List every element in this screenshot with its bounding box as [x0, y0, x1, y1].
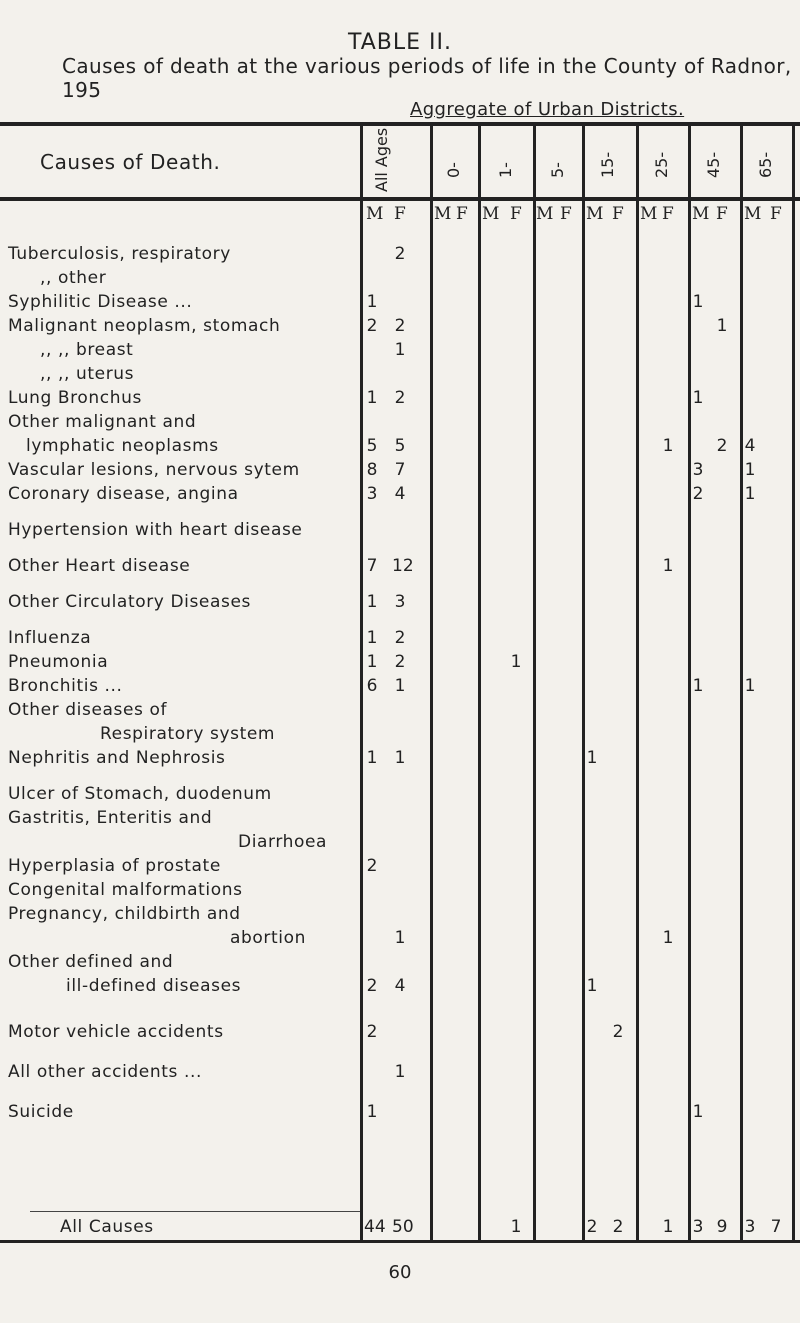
total-cell: 7 [770, 1217, 782, 1237]
table-cell: 1 [692, 1102, 704, 1122]
total-cell: 50 [392, 1217, 414, 1237]
age-header-45: 45- [704, 151, 723, 178]
age-header-5: 5- [548, 162, 567, 178]
cause-label: Vascular lesions, nervous sytem [8, 460, 300, 480]
table-cell: 1 [366, 652, 378, 672]
cause-label: Other Circulatory Diseases [8, 592, 251, 612]
cause-label: Ulcer of Stomach, duodenum [8, 784, 272, 804]
sex-header-45-m: M [692, 204, 710, 224]
col-divider [636, 122, 639, 1240]
sex-header-15-f: F [612, 204, 624, 224]
table-cell: 2 [366, 856, 378, 876]
total-cell: 1 [510, 1217, 522, 1237]
table-cell: 2 [366, 316, 378, 336]
sex-header-25-f: F [662, 204, 674, 224]
total-cell: 2 [612, 1217, 624, 1237]
total-cell: 2 [586, 1217, 598, 1237]
table-label: TABLE II. [348, 30, 452, 55]
table-cell: 2 [394, 388, 406, 408]
table-cell: 2 [394, 628, 406, 648]
table-cell: 1 [662, 436, 674, 456]
col-divider [582, 122, 585, 1240]
sex-header-25-m: M [640, 204, 658, 224]
table-cell: 1 [366, 592, 378, 612]
table-cell: 1 [366, 388, 378, 408]
table-cell: 2 [394, 316, 406, 336]
sex-header-all-f: F [394, 204, 406, 224]
sex-header-5-f: F [560, 204, 572, 224]
table-cell: 5 [366, 436, 378, 456]
col-divider [478, 122, 481, 1240]
cause-label: lymphatic neoplasms [26, 436, 219, 456]
cause-label: Motor vehicle accidents [8, 1022, 224, 1042]
top-rule [0, 122, 800, 126]
sex-header-1-f: F [510, 204, 522, 224]
total-cell: 3 [692, 1217, 704, 1237]
age-header-15: 15- [598, 151, 617, 178]
table-cell: 4 [394, 484, 406, 504]
aggregate-heading: Aggregate of Urban Districts. [410, 99, 685, 120]
table-cell: 6 [366, 676, 378, 696]
cause-label: Hypertension with heart disease [8, 520, 303, 540]
col-divider [792, 122, 795, 1240]
cause-label: abortion [230, 928, 306, 948]
table-cell: 1 [716, 316, 728, 336]
table-cell: 7 [366, 556, 378, 576]
table-cell: 2 [366, 1022, 378, 1042]
table-cell: 1 [366, 1102, 378, 1122]
sex-header-65-f: F [770, 204, 782, 224]
table-cell: 1 [692, 292, 704, 312]
cause-label: Other diseases of [8, 700, 168, 720]
table-cell: 7 [394, 460, 406, 480]
cause-label: ,, other [40, 268, 107, 288]
table-cell: 1 [692, 676, 704, 696]
table-cell: 1 [586, 976, 598, 996]
age-header-65: 65- [756, 151, 775, 178]
age-header-1: 1- [496, 162, 515, 178]
table-cell: 1 [394, 1062, 406, 1082]
total-cell: 9 [716, 1217, 728, 1237]
table-cell: 1 [744, 676, 756, 696]
table-cell: 2 [366, 976, 378, 996]
table-cell: 2 [612, 1022, 624, 1042]
sex-header-65-m: M [744, 204, 762, 224]
header-rule [0, 197, 800, 201]
total-cell: 1 [662, 1217, 674, 1237]
bottom-rule [0, 1240, 800, 1243]
cause-label: Respiratory system [100, 724, 276, 744]
table-cell: 1 [744, 484, 756, 504]
sex-header-5-m: M [536, 204, 554, 224]
age-header-0: 0- [444, 162, 463, 178]
table-cell: 3 [366, 484, 378, 504]
cause-label: ,, ,, uterus [40, 364, 135, 384]
table-cell: 2 [394, 244, 406, 264]
cause-label: Congenital malformations [8, 880, 243, 900]
col-divider [430, 122, 433, 1240]
table-cell: 3 [692, 460, 704, 480]
sex-header-0-f: F [456, 204, 468, 224]
cause-label: Pneumonia [8, 652, 109, 672]
table-cell: 1 [366, 628, 378, 648]
total-cell: 44 [364, 1217, 386, 1237]
cause-label: Other Heart disease [8, 556, 191, 576]
totals-label: All Causes [60, 1217, 154, 1237]
cause-label: Suicide [8, 1102, 74, 1122]
page-number: 60 [388, 1262, 412, 1283]
cause-label: Other malignant and [8, 412, 197, 432]
age-header-all: All Ages. [372, 122, 391, 192]
table-cell: 1 [394, 340, 406, 360]
table-cell: 2 [394, 652, 406, 672]
cause-label: Syphilitic Disease ... [8, 292, 193, 312]
col-divider [533, 122, 536, 1240]
table-cell: 2 [716, 436, 728, 456]
table-cell: 1 [662, 928, 674, 948]
sex-header-45-f: F [716, 204, 728, 224]
cause-label: All other accidents ... [8, 1062, 202, 1082]
cause-label: Bronchitis ... [8, 676, 123, 696]
table-cell: 1 [662, 556, 674, 576]
table-cell: 1 [366, 292, 378, 312]
table-cell: 12 [392, 556, 414, 576]
causes-header: Causes of Death. [40, 150, 221, 174]
sex-header-all-m: M [366, 204, 384, 224]
table-cell: 1 [366, 748, 378, 768]
cause-label: Pregnancy, childbirth and [8, 904, 241, 924]
table-cell: 5 [394, 436, 406, 456]
cause-label: ill-defined diseases [66, 976, 242, 996]
cause-label: Malignant neoplasm, stomach [8, 316, 281, 336]
sex-header-1-m: M [482, 204, 500, 224]
cause-label: Nephritis and Nephrosis [8, 748, 226, 768]
cause-label: Hyperplasia of prostate [8, 856, 221, 876]
table-cell: 4 [394, 976, 406, 996]
age-header-25: 25- [652, 151, 671, 178]
table-cell: 3 [394, 592, 406, 612]
totals-rule [30, 1211, 360, 1212]
cause-label: Gastritis, Enteritis and [8, 808, 213, 828]
table-cell: 1 [744, 460, 756, 480]
cause-label: Other defined and [8, 952, 174, 972]
table-cell: 1 [394, 928, 406, 948]
table-cell: 2 [692, 484, 704, 504]
sex-header-15-m: M [586, 204, 604, 224]
cause-label: Lung Bronchus [8, 388, 142, 408]
table-cell: 4 [744, 436, 756, 456]
cause-label: Coronary disease, angina [8, 484, 239, 504]
table-cell: 1 [394, 748, 406, 768]
table-cell: 1 [586, 748, 598, 768]
cause-label: Diarrhoea [238, 832, 328, 852]
cause-label: Tuberculosis, respiratory [8, 244, 231, 264]
sex-header-0-m: M [434, 204, 452, 224]
table-title: Causes of death at the various periods of life in the County of Radnor, 195 [62, 54, 792, 102]
total-cell: 3 [744, 1217, 756, 1237]
cause-label: ,, ,, breast [40, 340, 134, 360]
col-divider [360, 122, 363, 1240]
table-cell: 1 [394, 676, 406, 696]
table-cell: 8 [366, 460, 378, 480]
table-cell: 1 [692, 388, 704, 408]
cause-label: Influenza [8, 628, 92, 648]
table-cell: 1 [510, 652, 522, 672]
